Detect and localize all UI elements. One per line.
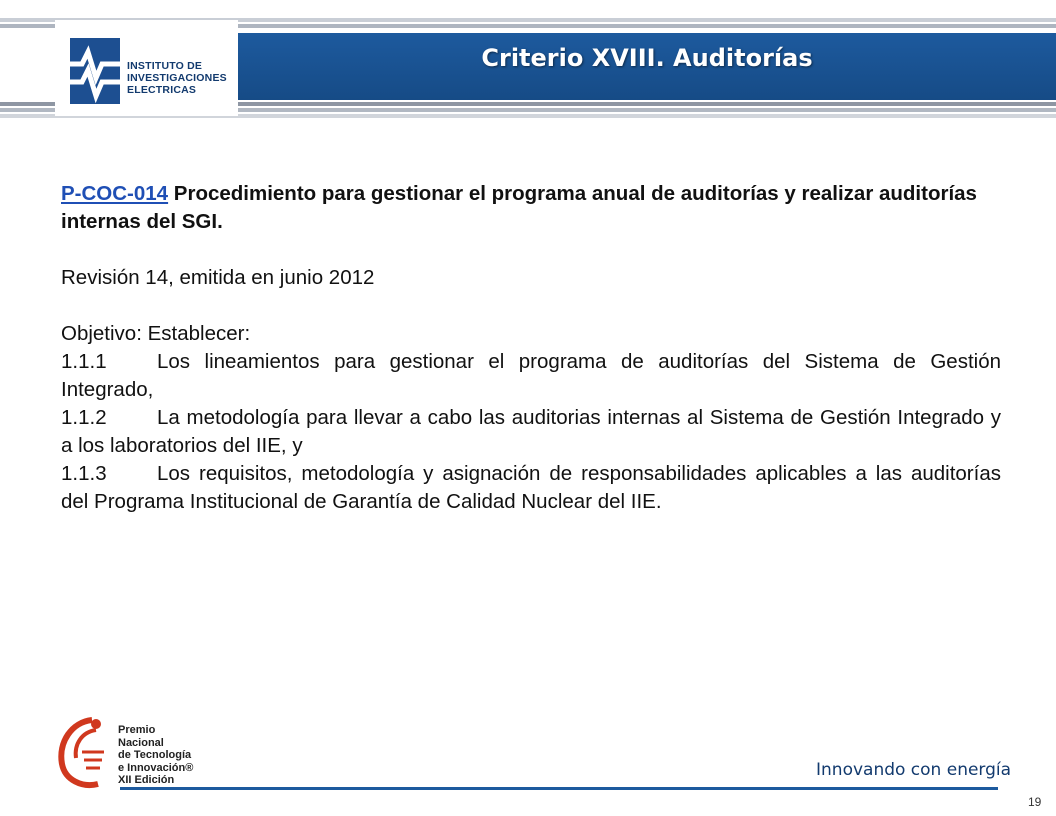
award-line-5: XII Edición [118, 774, 175, 786]
objective-item-2 [61, 404, 1001, 460]
procedure-title: Procedimiento para gestionar el programa anual de auditorías y realizar auditorías internas del SGI. [61, 182, 977, 233]
award-logo-icon [52, 712, 122, 792]
objective-item-3 [61, 460, 1001, 516]
procedure-code-link[interactable]: P-COC-014 [61, 182, 169, 205]
slogan: Innovando con energía [816, 760, 1012, 780]
slide-content [61, 180, 1001, 516]
objective-item-1 [61, 348, 1001, 404]
objective-label: Objetivo: Establecer: [61, 322, 251, 345]
award-line-1: Premio [118, 724, 156, 736]
item-number: 1.1.2 [61, 406, 107, 429]
institute-name-line-2: INVESTIGACIONES [127, 72, 227, 84]
award-text [118, 724, 193, 787]
institute-name-line-3: ELECTRICAS [127, 84, 197, 96]
item-text: La metodología para llevar a cabo las auditorias internas al Sistema de Gestión Integrado y a los laboratorios del IIE, y [61, 406, 1001, 457]
item-number: 1.1.3 [61, 462, 107, 485]
footer-line [120, 787, 998, 790]
award-line-2: Nacional [118, 736, 164, 749]
slide-title: Criterio XVIII. Auditorías [481, 44, 813, 72]
award-line-3: de Tecnología [118, 749, 192, 761]
item-number: 1.1.1 [61, 350, 107, 373]
institute-name [127, 60, 227, 96]
award-line-4: e Innovación® [118, 761, 194, 774]
institute-logo [55, 20, 238, 116]
institute-name-line-1: INSTITUTO DE [127, 60, 203, 72]
item-text: Los requisitos, metodología y asignación de responsabilidades aplicables a las auditorías del Programa Institucional de Garantía de Calidad Nuclear del IIE. [61, 462, 1001, 513]
page-number: 19 [1028, 795, 1042, 809]
revision-text: Revisión 14, emitida en junio 2012 [61, 266, 375, 289]
procedure-heading [61, 180, 1001, 236]
item-text: Los lineamientos para gestionar el programa de auditorías del Sistema de Gestión Integrado, [61, 350, 1001, 401]
iie-logo-icon [70, 38, 120, 104]
